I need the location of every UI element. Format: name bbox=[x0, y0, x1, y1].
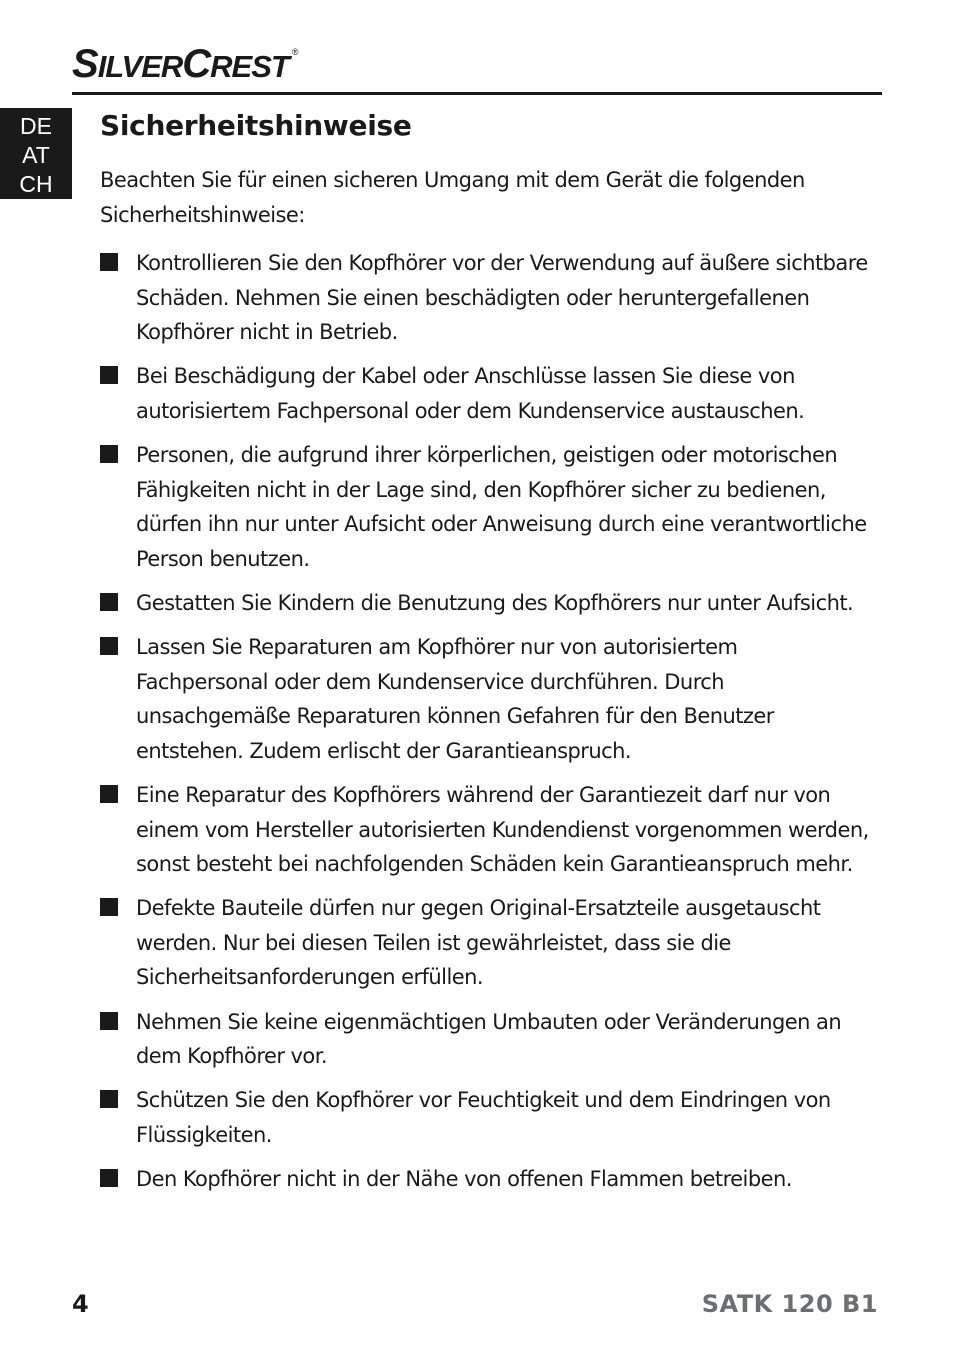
safety-note-text: Kontrollieren Sie den Kopfhörer vor der Verwendung auf äußere sichtbare Schäden. Nehmen Sie einen beschädigten oder heruntergefallenen Kopfhörer nicht in Betrieb. bbox=[136, 251, 868, 345]
square-bullet-icon bbox=[100, 785, 118, 803]
brand-logo-initial-c: C bbox=[182, 42, 211, 86]
brand-logo bbox=[72, 44, 299, 84]
safety-note bbox=[100, 778, 870, 882]
square-bullet-icon bbox=[100, 445, 118, 463]
safety-note bbox=[100, 1162, 870, 1197]
square-bullet-icon bbox=[100, 1169, 118, 1187]
section-content bbox=[100, 163, 870, 1206]
registered-mark: ® bbox=[291, 47, 299, 57]
language-tab bbox=[0, 108, 72, 199]
section-title: Sicherheitshinweise bbox=[100, 109, 412, 142]
square-bullet-icon bbox=[100, 637, 118, 655]
square-bullet-icon bbox=[100, 1090, 118, 1108]
safety-note-text: Nehmen Sie keine eigenmächtigen Umbauten oder Veränderungen an dem Kopfhörer vor. bbox=[136, 1009, 842, 1069]
safety-note-text: Personen, die aufgrund ihrer körperlichen, geistigen oder motorischen Fähigkeiten nicht in der Lage sind, den Kopfhörer sicher zu bedienen, dürfen ihn nur unter Aufsicht oder Anweisung durch eine verantwortliche Person benutzen. bbox=[136, 443, 867, 571]
header-divider bbox=[72, 92, 882, 95]
safety-note-text: Lassen Sie Reparaturen am Kopfhörer nur von autorisiertem Fachpersonal oder dem Kundenservice durchführen. Durch unsachgemäße Reparaturen können Gefahren für den Benutzer entstehen. Zudem erlischt der Garantieanspruch. bbox=[136, 635, 774, 763]
safety-note-text: Den Kopfhörer nicht in der Nähe von offenen Flammen betreiben. bbox=[136, 1166, 792, 1191]
safety-note bbox=[100, 359, 870, 428]
square-bullet-icon bbox=[100, 593, 118, 611]
language-code-ch: CH bbox=[19, 171, 53, 197]
brand-logo-text-rest: REST bbox=[210, 49, 289, 84]
brand-logo-initial-s: S bbox=[72, 42, 98, 86]
square-bullet-icon bbox=[100, 898, 118, 916]
safety-note-text: Gestatten Sie Kindern die Benutzung des Kopfhörers nur unter Aufsicht. bbox=[136, 591, 854, 616]
safety-note bbox=[100, 246, 870, 350]
safety-note bbox=[100, 891, 870, 995]
safety-note bbox=[100, 586, 870, 621]
safety-note bbox=[100, 1005, 870, 1074]
brand-logo-text-ilver: ILVER bbox=[97, 49, 183, 84]
safety-note-text: Bei Beschädigung der Kabel oder Anschlüsse lassen Sie diese von autorisiertem Fachpersonal oder dem Kundenservice austauschen. bbox=[136, 364, 805, 424]
safety-note bbox=[100, 630, 870, 768]
safety-note-text: Eine Reparatur des Kopfhörers während der Garantiezeit darf nur von einem vom Hersteller autorisierten Kundendienst vorgenommen werden, sonst besteht bei nachfolgenden Schäden kein Garantieanspruch mehr. bbox=[136, 783, 869, 877]
square-bullet-icon bbox=[100, 1012, 118, 1030]
square-bullet-icon bbox=[100, 253, 118, 271]
safety-notes-list bbox=[100, 246, 870, 1196]
square-bullet-icon bbox=[100, 366, 118, 384]
intro-paragraph: Beachten Sie für einen sicheren Umgang mit dem Gerät die folgenden Sicherheitshinweise: bbox=[100, 168, 805, 227]
language-code-at: AT bbox=[22, 142, 50, 168]
language-code-de: DE bbox=[20, 113, 52, 139]
model-number: SATK 120 B1 bbox=[701, 1290, 878, 1318]
safety-note-text: Defekte Bauteile dürfen nur gegen Original-Ersatzteile ausgetauscht werden. Nur bei diesen Teilen ist gewährleistet, dass sie die Sicherheitsanforderungen erfüllen. bbox=[136, 896, 821, 990]
safety-note bbox=[100, 438, 870, 576]
safety-note bbox=[100, 1083, 870, 1152]
page-number: 4 bbox=[72, 1290, 89, 1318]
safety-note-text: Schützen Sie den Kopfhörer vor Feuchtigkeit und dem Eindringen von Flüssigkeiten. bbox=[136, 1088, 831, 1147]
